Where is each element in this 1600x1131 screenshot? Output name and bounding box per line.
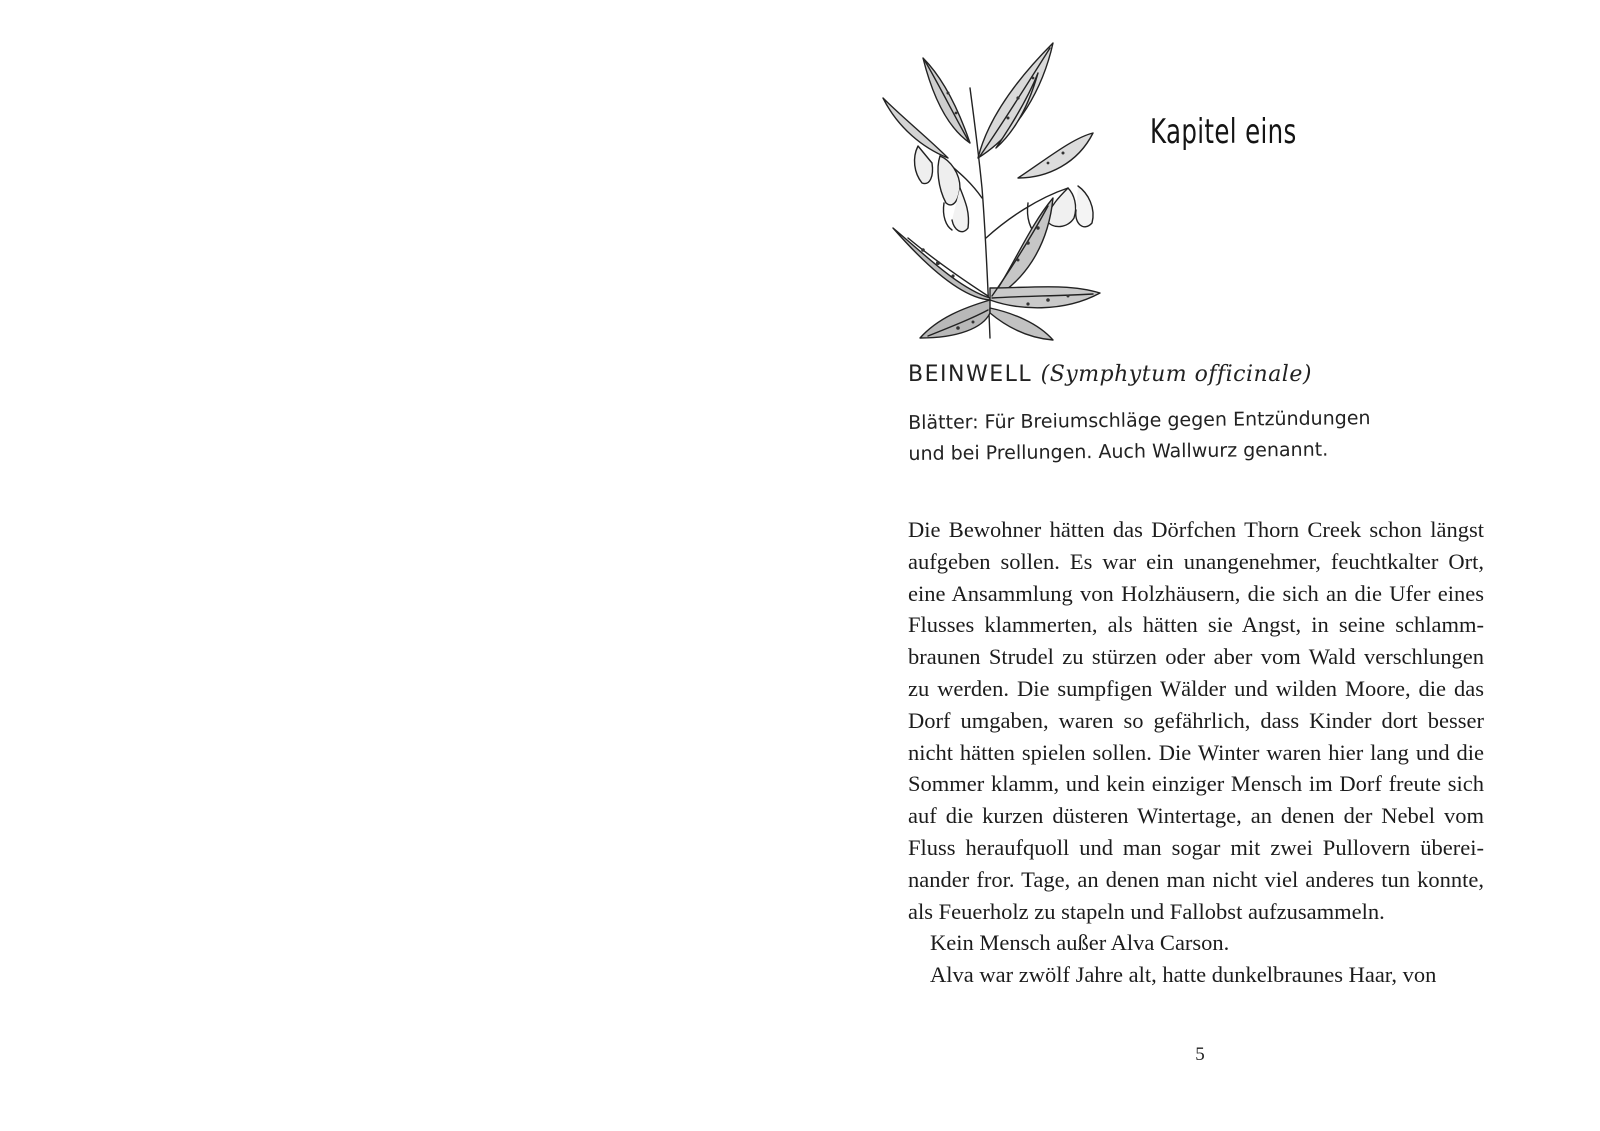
body-text: [908, 514, 1484, 991]
plant-heading: [908, 362, 1312, 387]
paragraph: Alva war zwölf Jahre alt, hatte dunkelbraunes Haar, von: [930, 962, 1437, 988]
paragraph: Die Bewohner hätten das Dörfchen Thorn Creek schon längst aufgeben sollen. Es war ein unangenehmer, feuchtkalter Ort, eine Ansammlung von Holzhäusern, die sich an die Ufer eines Flusses klammerten, als hätten sie Angst, in seine schlammbraunen Strudel zu stürzen oder aber vom Wald verschlungen zu werden. Die sumpfigen Wälder und wilden Moore, die das Dorf umgaben, waren so gefährlich, dass Kinder dort besser nicht hätten spielen sollen. Die Winter waren hier lang und die Sommer klamm, und kein einziger Mensch im Dorf freute sich auf die kurzen düsteren Wintertage, an denen der Nebel vom Fluss heraufquoll und man sogar mit zwei Pullovern übereinander fror. Tage, an denen man nicht viel anderes tun konnte, als Feuerholz zu stapeln und Fallobst aufzusammeln.: [908, 517, 1484, 924]
paragraph: Kein Mensch außer Alva Carson.: [930, 930, 1230, 956]
chapter-title: Kapitel eins: [1150, 112, 1297, 152]
plant-latin-name: (Symphytum officinale): [1040, 362, 1312, 387]
plant-name: BEINWELL: [908, 362, 1033, 387]
page-number: 5: [1195, 1044, 1205, 1065]
plant-note: Blätter: Für Breiumschläge gegen Entzündungen und bei Prellungen. Auch Wallwurz genannt.: [908, 407, 1371, 465]
comfrey-plant-drawing-icon: [878, 38, 1110, 344]
